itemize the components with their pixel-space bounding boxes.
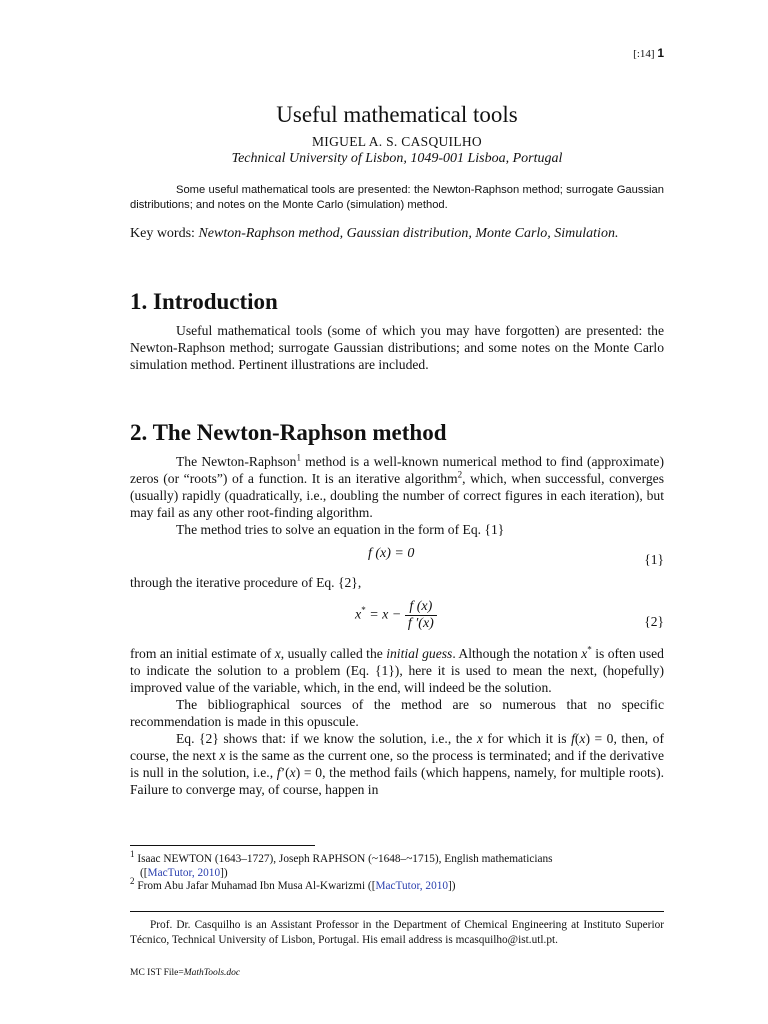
author-affiliation: Technical University of Lisbon, 1049-001 Lisboa, Portugal (231, 151, 563, 166)
text-run: x (289, 765, 296, 780)
text-run: for which it is (482, 731, 572, 746)
through-text: through the iterative procedure of Eq. {2}, (130, 575, 362, 590)
footnote-2 (130, 876, 670, 893)
abstract-text: Some useful mathematical tools are presented: the Newton-Raphson method; surrogate Gaussian distributions; and notes on the Monte Carlo (simulation) method. (130, 184, 664, 211)
newton-raphson-paragraph-3 (130, 645, 664, 798)
footnote-ref-1[interactable]: 1 (296, 452, 301, 463)
text-run: x (219, 748, 226, 763)
affiliation-divider (130, 911, 664, 912)
text-run: From Abu Jafar Muhamad Ibn Musa Al-Kwarizmi ([ (134, 880, 376, 892)
affiliation-note-text: Prof. Dr. Casquilho is an Assistant Professor in the Department of Chemical Engineering at Instituto Superior Técnico, Technical University of Lisbon, Portugal. His email address is mcasquilho@ist.utl.pt. (130, 919, 664, 946)
text-run: ( (574, 731, 580, 746)
newton-raphson-paragraph-2: The method tries to solve an equation in the form of Eq. {1} (176, 522, 505, 537)
text-run: ]) (220, 867, 228, 879)
text-run: ) = 0, then, of course, the next (130, 731, 665, 763)
file-label: MC IST File= (130, 968, 184, 978)
text-run: is the same as the current one, so the process is terminated; and if the derivative is null in the solution, i.e., (130, 748, 664, 780)
footnote-1-mark: 1 (130, 849, 135, 860)
mactutor-link-2[interactable]: MacTutor, 2010 (375, 880, 449, 892)
page-number: 1 (657, 46, 664, 60)
keywords-text: Newton-Raphson method, Gaussian distribution, Monte Carlo, Simulation. (198, 226, 619, 241)
text-run: Isaac N (134, 853, 172, 865)
author-name: MIGUEL A. S. CASQUILHO (312, 134, 482, 149)
newton-raphson-paragraph-1 (130, 453, 664, 538)
text-run: * (587, 644, 592, 655)
mactutor-link-1[interactable]: MacTutor, 2010 (147, 867, 221, 879)
equation-2-numerator: f (x) (405, 599, 437, 616)
section-heading-introduction: 1. Introduction (130, 289, 278, 314)
equation-1: f (x) = 0 (368, 546, 415, 561)
text-run: from an initial estimate of (130, 646, 275, 661)
text-run: x (579, 731, 586, 746)
introduction-paragraph (130, 322, 664, 373)
text-run: EWTON (171, 853, 213, 865)
footnote-1 (130, 849, 670, 880)
equation-2-denominator: f ′(x) (407, 616, 434, 631)
text-run: Eq. {2} shows that: if we know the solution, i.e., the (176, 731, 477, 746)
introduction-text: Useful mathematical tools (some of which you may have forgotten) are presented: the Newton-Raphson method; surrogate Gaussian distributions; and some notes on the Monte Carlo simulation method. Pertinent illustrations are included. (130, 323, 664, 372)
affiliation-note (130, 918, 664, 948)
text-run: The Newton-Raphson (176, 454, 297, 469)
section-heading-newton-raphson: 2. The Newton-Raphson method (130, 420, 447, 445)
text-run: (1643–1727), Joseph R (212, 853, 321, 865)
paper-title: Useful mathematical tools (276, 102, 518, 127)
text-run: APHSON (320, 853, 366, 865)
text-run: method is a well-known numerical method to find (approximate) zeros (or “roots”) of a function. It is an iterative algorithm (130, 454, 664, 486)
equation-2-lhs: x (355, 607, 362, 623)
text-run: , usually called the (280, 646, 387, 661)
text-run: f (276, 765, 281, 780)
keywords (130, 225, 664, 243)
text-run: ([ (140, 867, 148, 879)
equation-2-star: * (361, 605, 366, 616)
file-name-footer (130, 968, 240, 978)
text-run: ’( (280, 765, 290, 780)
newton-raphson-paragraph-4: The bibliographical sources of the method are so numerous that no specific recommendation is made in this opuscule. (130, 697, 664, 729)
equation-2 (355, 599, 437, 632)
equation-2-fraction (405, 599, 437, 632)
text-run: x (476, 731, 483, 746)
text-run: ) = 0, the method fails (which happens, namely, for multiple roots). Failure to converge may, of course, happen in (130, 765, 665, 797)
text-run: f (571, 731, 575, 746)
text-run: x (274, 646, 281, 661)
page-header (633, 46, 664, 60)
equation-2-number: {2} (644, 614, 664, 629)
text-run: ]) (448, 880, 456, 892)
abstract (130, 183, 664, 212)
equation-2-mid: = x − (365, 607, 405, 623)
footnote-divider (130, 845, 315, 846)
footnote-ref-2[interactable]: 2 (457, 469, 463, 480)
page-reference: [:14] (633, 48, 655, 60)
text-run: is often used to indicate the solution to a problem (Eq. {1}), here it is used to mean the next, (hopefully) improved value of the variable, which, in the end, will indeed be the solution. (130, 646, 664, 695)
text-run: . Although the notation (452, 646, 582, 661)
text-run: x (581, 646, 588, 661)
text-run: initial guess (386, 646, 453, 661)
equation-1-number: {1} (644, 552, 664, 567)
footnote-2-mark: 2 (130, 876, 135, 887)
keywords-label: Key words: (130, 226, 195, 241)
text-run: (~1648–~1715), English mathematicians (365, 853, 553, 865)
text-run: , which, when successful, converges (usually) rapidly (quadratically, i.e., doubling the number of correct figures in each iteration), but may fail as any other root-finding algorithm. (130, 471, 664, 520)
file-name: MathTools.doc (183, 968, 241, 978)
